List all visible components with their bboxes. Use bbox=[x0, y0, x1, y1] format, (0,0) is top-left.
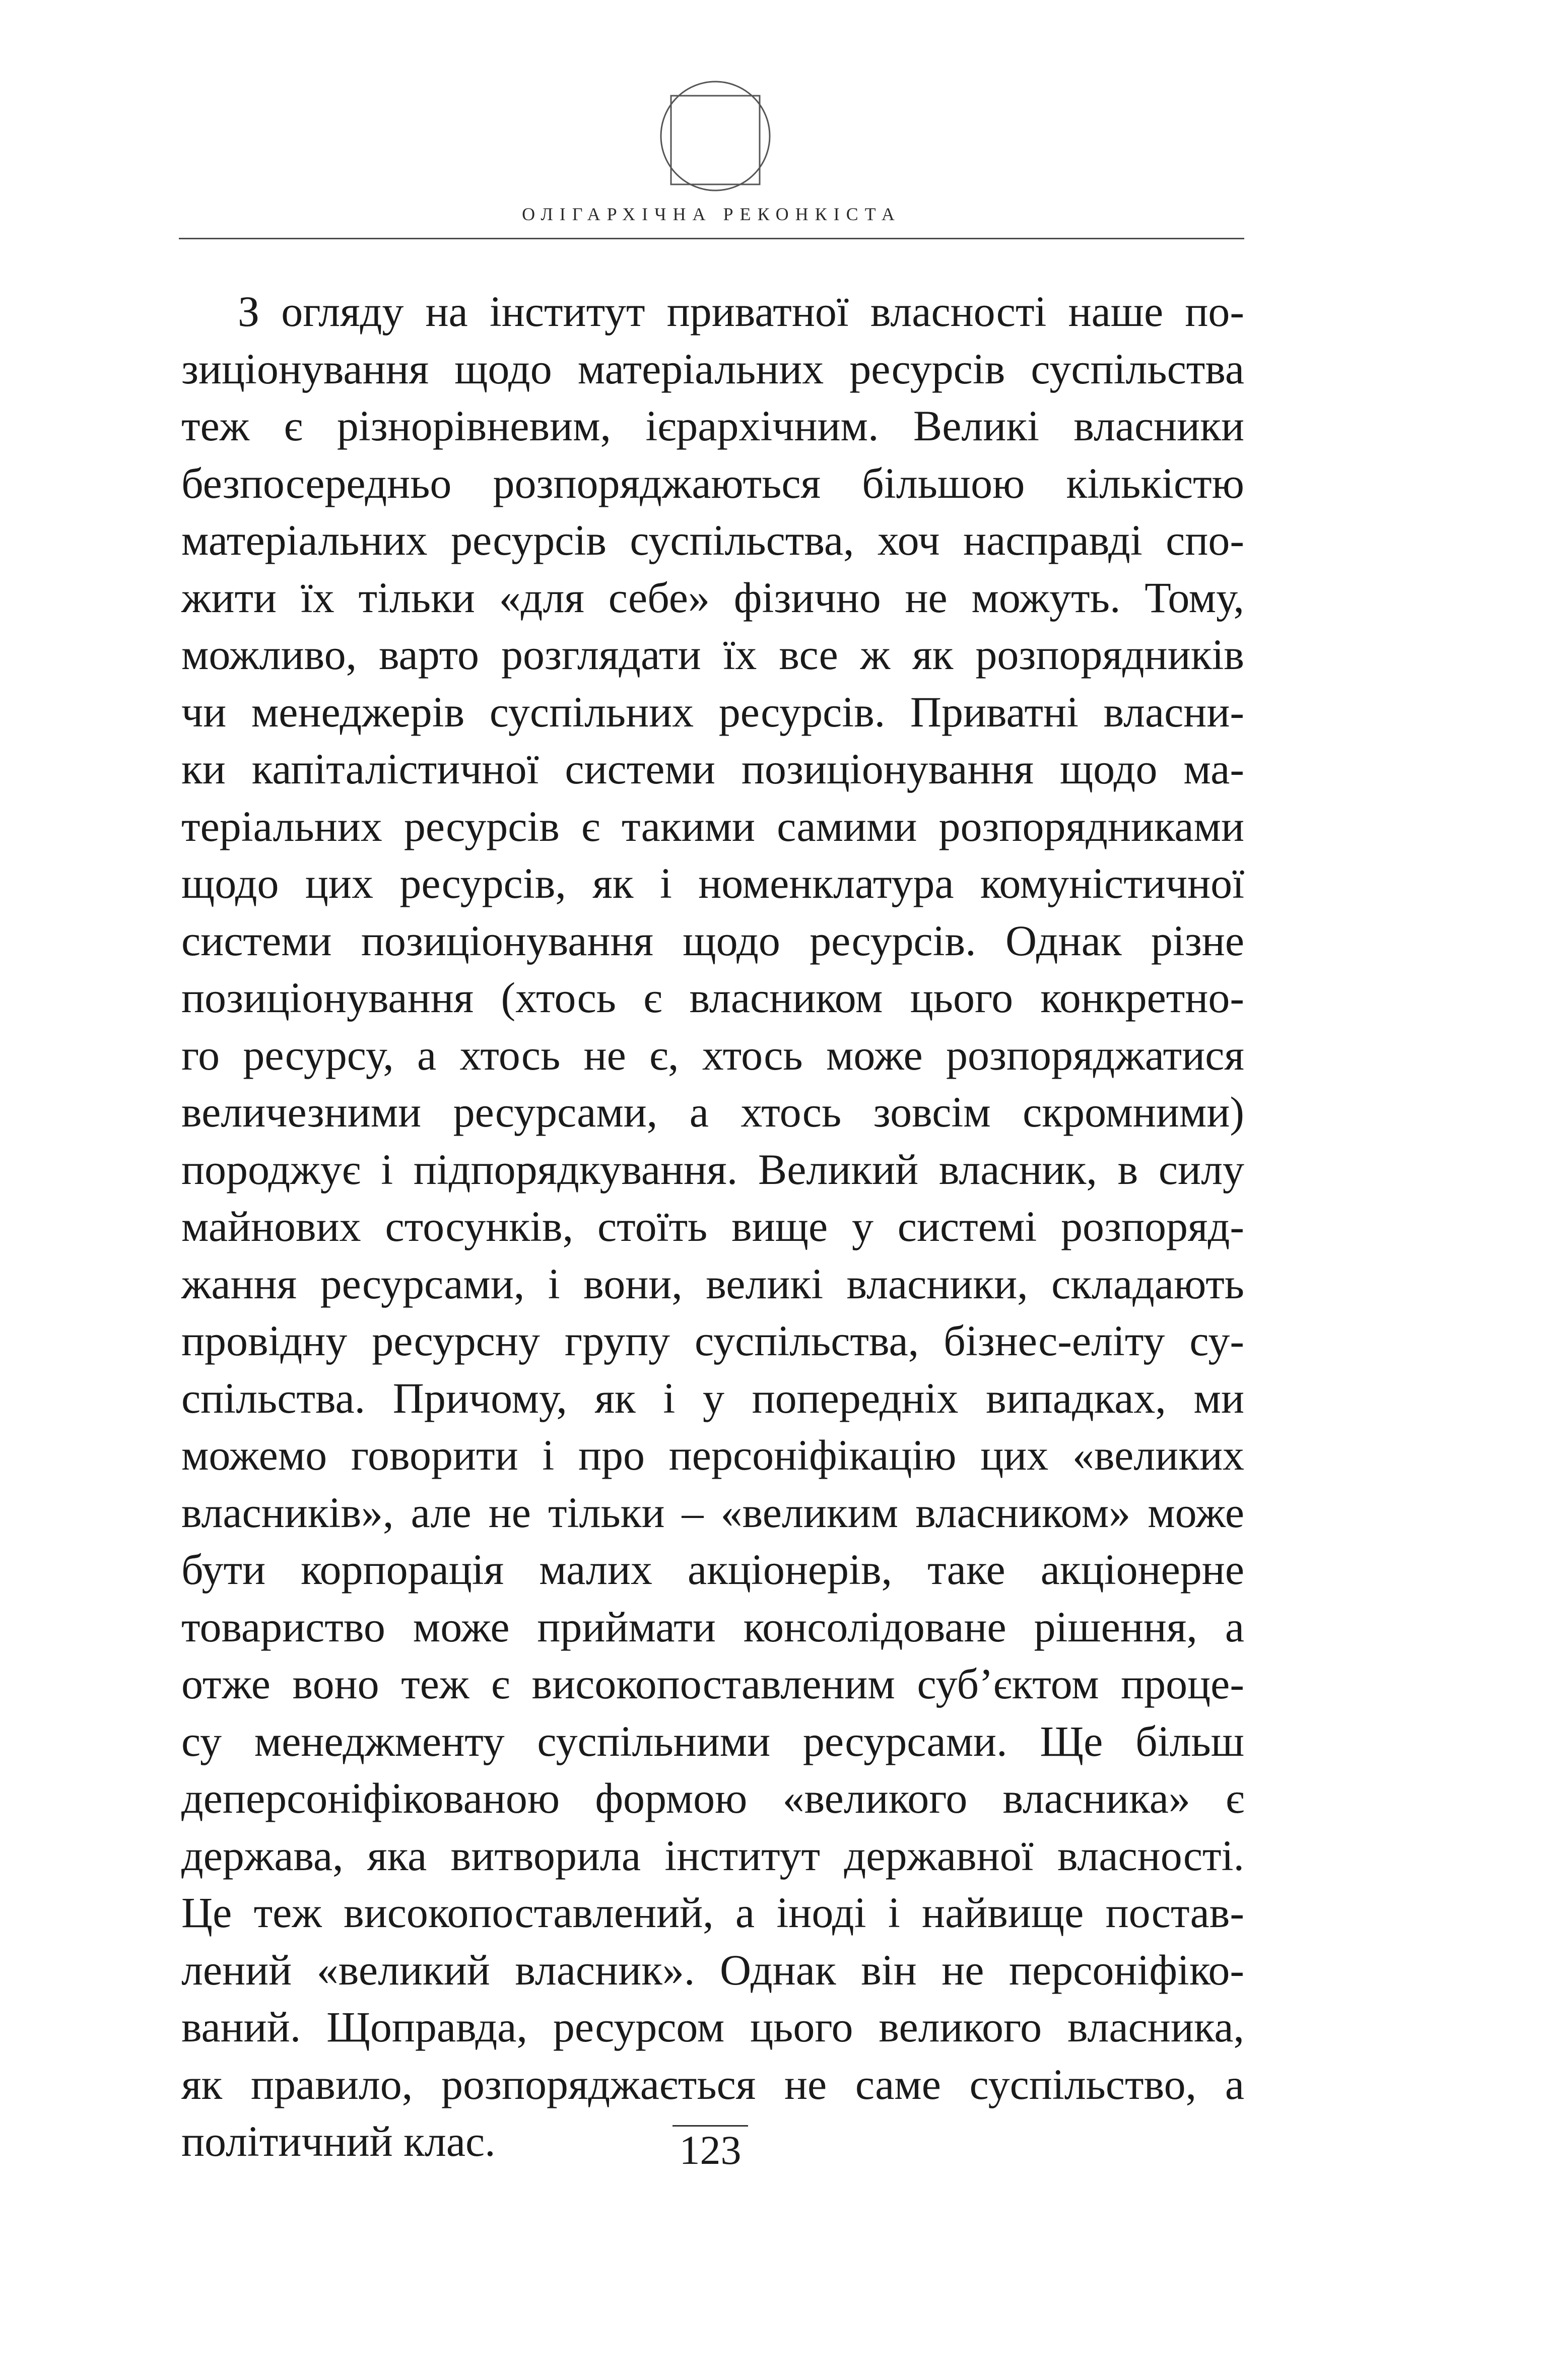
text-line: су менеджменту суспільними ресурсами. Ще більш bbox=[181, 1716, 1244, 1765]
text-line: лений «великий власник». Однак він не персоніфіко- bbox=[181, 1945, 1244, 1994]
text-line: системи позиціонування щодо ресурсів. Однак різне bbox=[181, 916, 1244, 965]
text-line: величезними ресурсами, а хтось зовсім скромними) bbox=[181, 1088, 1244, 1136]
text-line: чи менеджерів суспільних ресурсів. Приватні власни- bbox=[181, 687, 1244, 736]
header-divider bbox=[179, 238, 1244, 239]
text-line: безпосередньо розпоряджаються більшою кількістю bbox=[181, 458, 1244, 507]
text-line: як правило, розпоряджається не саме суспільство, а bbox=[181, 2060, 1244, 2108]
running-header: ОЛІГАРХІЧНА РЕКОНКІСТА bbox=[522, 204, 901, 224]
text-line: теріальних ресурсів є такими самими розпорядниками bbox=[181, 802, 1244, 850]
page-number: 123 bbox=[672, 2125, 748, 2173]
text-line: жити їх тільки «для себе» фізично не можуть. Тому, bbox=[181, 573, 1244, 622]
text-line: політичний клас. bbox=[181, 2117, 496, 2165]
text-line: бути корпорація малих акціонерів, таке акціонерне bbox=[181, 1545, 1244, 1594]
text-line: спільства. Причому, як і у попередніх випадках, ми bbox=[181, 1373, 1244, 1422]
text-line: отже воно теж є високопоставленим суб’єктом проце- bbox=[181, 1660, 1244, 1708]
text-line: теж є різнорівневим, ієрархічним. Великі власники bbox=[181, 402, 1244, 450]
text-line: го ресурсу, а хтось не є, хтось може розпоряджатися bbox=[181, 1030, 1244, 1079]
text-line: держава, яка витворила інститут державної власності. bbox=[181, 1831, 1244, 1880]
text-line: зиціонування щодо матеріальних ресурсів суспільства bbox=[181, 344, 1244, 393]
text-line: деперсоніфікованою формою «великого власника» є bbox=[181, 1774, 1244, 1822]
text-line: жання ресурсами, і вони, великі власники, складають bbox=[181, 1259, 1244, 1308]
text-line: З огляду на інститут приватної власності наше по- bbox=[238, 287, 1244, 336]
text-line: ваний. Щоправда, ресурсом цього великого власника, bbox=[181, 2003, 1244, 2051]
text-line: породжує і підпорядкування. Великий власник, в силу bbox=[181, 1145, 1244, 1194]
circle-square-emblem-icon bbox=[655, 76, 776, 196]
text-line: позиціонування (хтось є власником цього конкретно- bbox=[181, 973, 1244, 1022]
text-line: власників», але не тільки – «великим власником» може bbox=[181, 1488, 1244, 1537]
body-text bbox=[181, 283, 1244, 2170]
text-line: щодо цих ресурсів, як і номенклатура комуністичної bbox=[181, 859, 1244, 907]
text-line: можливо, варто розглядати їх все ж як розпорядників bbox=[181, 630, 1244, 679]
text-line: майнових стосунків, стоїть вище у системі розпоряд- bbox=[181, 1202, 1244, 1250]
text-line: Це теж високопоставлений, а іноді і найвище постав- bbox=[181, 1888, 1244, 1937]
text-line: провідну ресурсну групу суспільства, бізнес-еліту су- bbox=[181, 1316, 1244, 1365]
text-line: матеріальних ресурсів суспільства, хоч насправді спо- bbox=[181, 516, 1244, 564]
text-line: можемо говорити і про персоніфікацію цих «великих bbox=[181, 1431, 1244, 1479]
text-line: товариство може приймати консолідоване рішення, а bbox=[181, 1602, 1244, 1651]
text-line: ки капіталістичної системи позиціонування щодо ма- bbox=[181, 745, 1244, 793]
